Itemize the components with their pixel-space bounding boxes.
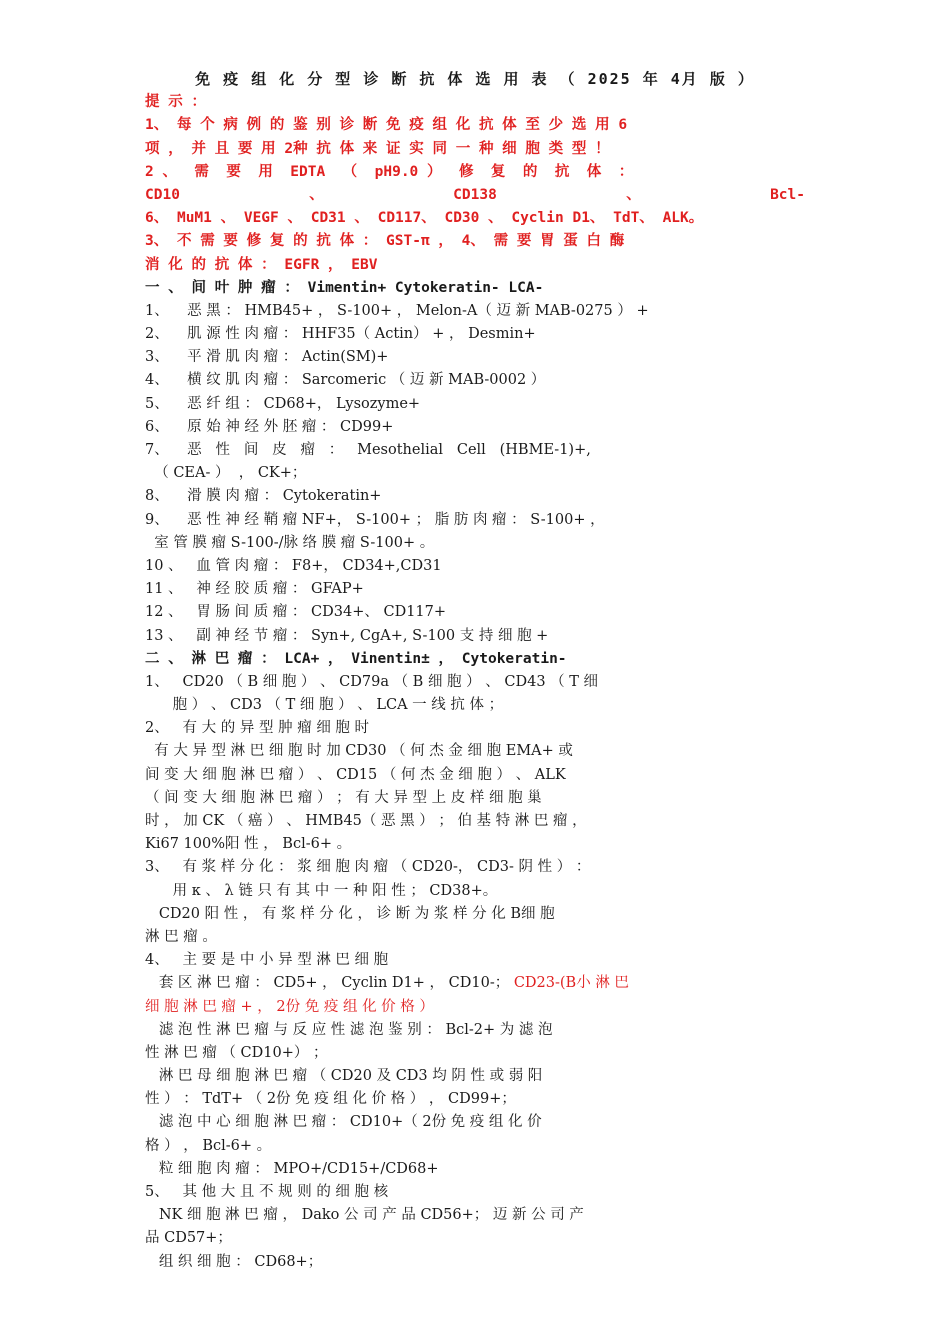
list-item: 淋 巴 母 细 胞 淋 巴 瘤 （ CD20 及 CD3 均 阴 性 或 弱 阳 [145, 1068, 543, 1085]
list-item: NK 细 胞 淋 巴 瘤 ， Dako 公 司 产 品 CD56+； 迈 新 公 司 产 [145, 1207, 584, 1224]
tips-heading: 提 示 ： [145, 94, 206, 111]
list-item: 室 管 膜 瘤 S-100-/脉 络 膜 瘤 S-100+ 。 [145, 534, 435, 551]
list-item: 8、 滑 膜 肉 瘤 ： Cytokeratin+ [145, 488, 382, 505]
list-item: （ 间 变 大 细 胞 淋 巴 瘤 ） ； 有 大 异 型 上 皮 样 细 胞 巢 [145, 789, 542, 806]
list-item: 淋 巴 瘤 。 [145, 928, 217, 945]
list-item: 滤 泡 中 心 细 胞 淋 巴 瘤 ： CD10+（ 2份 免 疫 组 化 价 [145, 1114, 542, 1131]
tip-line-spread [145, 184, 805, 207]
tip-antibody: CD10 [145, 186, 180, 203]
list-item: 组 织 细 胞 ： CD68+； [145, 1253, 323, 1270]
mantle-cell-line [145, 972, 805, 995]
tip-separator: 、 [309, 186, 324, 203]
list-item: 4、 横 纹 肌 肉 瘤 ： Sarcomeric （ 迈 新 MAB-0002 ） [145, 372, 546, 389]
document-title: 免 疫 组 化 分 型 诊 断 抗 体 选 用 表 （ 2025 年 4月 版 ） [195, 70, 755, 88]
list-item: 6、 原 始 神 经 外 胚 瘤 ： CD99+ [145, 418, 394, 435]
list-item: 时 ， 加 CK （ 癌 ） 、 HMB45（ 恶 黑 ） ； 伯 基 特 淋 巴 瘤 ， [145, 813, 587, 829]
list-item: 粒 细 胞 肉 瘤 ： MPO+/CD15+/CD68+ [145, 1160, 439, 1177]
list-item: 间 变 大 细 胞 淋 巴 瘤 ） 、 CD15 （ 何 杰 金 细 胞 ） 、 ALK [145, 766, 566, 783]
list-item: 有 大 异 型 淋 巴 细 胞 时 加 CD30 （ 何 杰 金 细 胞 EMA+ 或 [145, 743, 573, 760]
tip-antibody: Bcl- [770, 186, 805, 203]
tip-line: 3、 不 需 要 修 复 的 抗 体 ： GST-π ， 4、 需 要 胃 蛋 白 酶 [145, 233, 625, 250]
list-item: 1、 恶 黑 ： HMB45+ ， S-100+ ， Melon-A（ 迈 新 MAB-0275 ） + [145, 302, 649, 319]
list-item: 3、 平 滑 肌 肉 瘤 ： Actin(SM)+ [145, 349, 389, 366]
list-item: 用 κ 、 λ 链 只 有 其 中 一 种 阳 性 ； CD38+。 [145, 882, 498, 899]
tip-line: 消 化 的 抗 体 ： EGFR ， EBV [145, 256, 378, 273]
list-item: 品 CD57+； [145, 1230, 232, 1247]
list-item: 1、 CD20 （ B 细 胞 ） 、 CD79a （ B 细 胞 ） 、 CD43 （ T 细 [145, 673, 599, 690]
list-item: 4、 主 要 是 中 小 异 型 淋 巴 细 胞 [145, 952, 389, 969]
list-item: 性 ） ： TdT+ （ 2份 免 疫 组 化 价 格 ） ， CD99+； [145, 1091, 516, 1108]
mantle-cell-note-continued: 细 胞 淋 巴 瘤 + ， 2份 免 疫 组 化 价 格 ） [145, 998, 434, 1015]
tip-separator: 、 [626, 186, 641, 203]
list-item: 9、 恶 性 神 经 鞘 瘤 NF+， S-100+ ； 脂 肪 肉 瘤 ： S-100+ ， [145, 511, 605, 528]
tip-antibody: CD138 [453, 186, 497, 203]
list-item: 12 、 胃 肠 间 质 瘤 ： CD34+、 CD117+ [145, 604, 447, 621]
list-item: 滤 泡 性 淋 巴 瘤 与 反 应 性 滤 泡 鉴 别 ： Bcl-2+ 为 滤 泡 [145, 1021, 553, 1038]
mantle-cell-text: 套 区 淋 巴 瘤 ： CD5+ ， Cyclin D1+ ， CD10-； [145, 975, 514, 992]
list-item: 7、 恶 性 间 皮 瘤 ： Mesothelial Cell (HBME-1)+, [145, 442, 591, 458]
list-item: 2、 有 大 的 异 型 肿 瘤 细 胞 时 [145, 720, 370, 737]
list-item: 性 淋 巴 瘤 （ CD10+） ； [145, 1044, 328, 1061]
list-item: （ CEA- ） ， CK+； [145, 465, 307, 482]
list-item: 2、 肌 源 性 肉 瘤 ： HHF35（ Actin） + ， Desmin+ [145, 326, 536, 343]
tip-line: 2 、 需 要 用 EDTA （ pH9.0 ） 修 复 的 抗 体 ： [145, 163, 634, 180]
document-page [145, 68, 805, 1274]
list-item: 5、 其 他 大 且 不 规 则 的 细 胞 核 [145, 1184, 389, 1200]
list-item: CD20 阳 性 ， 有 浆 样 分 化 ， 诊 断 为 浆 样 分 化 B细 胞 [145, 905, 555, 922]
mantle-cell-note: CD23-(B小 淋 巴 [513, 975, 629, 992]
list-item: 3、 有 浆 样 分 化 ： 浆 细 胞 肉 瘤 （ CD20-， CD3- 阴 性 ） ： [145, 859, 591, 876]
list-item: 胞 ） 、 CD3 （ T 细 胞 ） 、 LCA 一 线 抗 体 ； [145, 697, 504, 714]
tip-line: 1、 每 个 病 例 的 鉴 别 诊 断 免 疫 组 化 抗 体 至 少 选 用 6 [145, 117, 628, 134]
tip-line: 项 ， 并 且 要 用 2种 抗 体 来 证 实 同 一 种 细 胞 类 型 ！ [145, 140, 610, 157]
list-item: Ki67 100%阳 性 ， Bcl-6+ 。 [145, 836, 352, 853]
section-heading-mesenchymal: 一 、 间 叶 肿 瘤 ： Vimentin+ Cytokeratin- LCA- [145, 279, 544, 296]
list-item: 13 、 副 神 经 节 瘤 ： Syn+, CgA+, S-100 支 持 细 胞 + [145, 627, 549, 644]
list-item: 格 ） ， Bcl-6+ 。 [145, 1137, 272, 1154]
tip-line: 6、 MuM1 、 VEGF 、 CD31 、 CD117、 CD30 、 Cyclin D1、 TdT、 ALK。 [145, 210, 704, 227]
list-item: 5、 恶 纤 组 ： CD68+， Lysozyme+ [145, 395, 421, 412]
section-heading-lymphoma: 二 、 淋 巴 瘤 ： LCA+ ， Vinentin± ， Cytokeratin- [145, 650, 567, 667]
list-item: 11 、 神 经 胶 质 瘤 ： GFAP+ [145, 581, 364, 598]
list-item: 10 、 血 管 肉 瘤 ： F8+， CD34+,CD31 [145, 557, 442, 574]
